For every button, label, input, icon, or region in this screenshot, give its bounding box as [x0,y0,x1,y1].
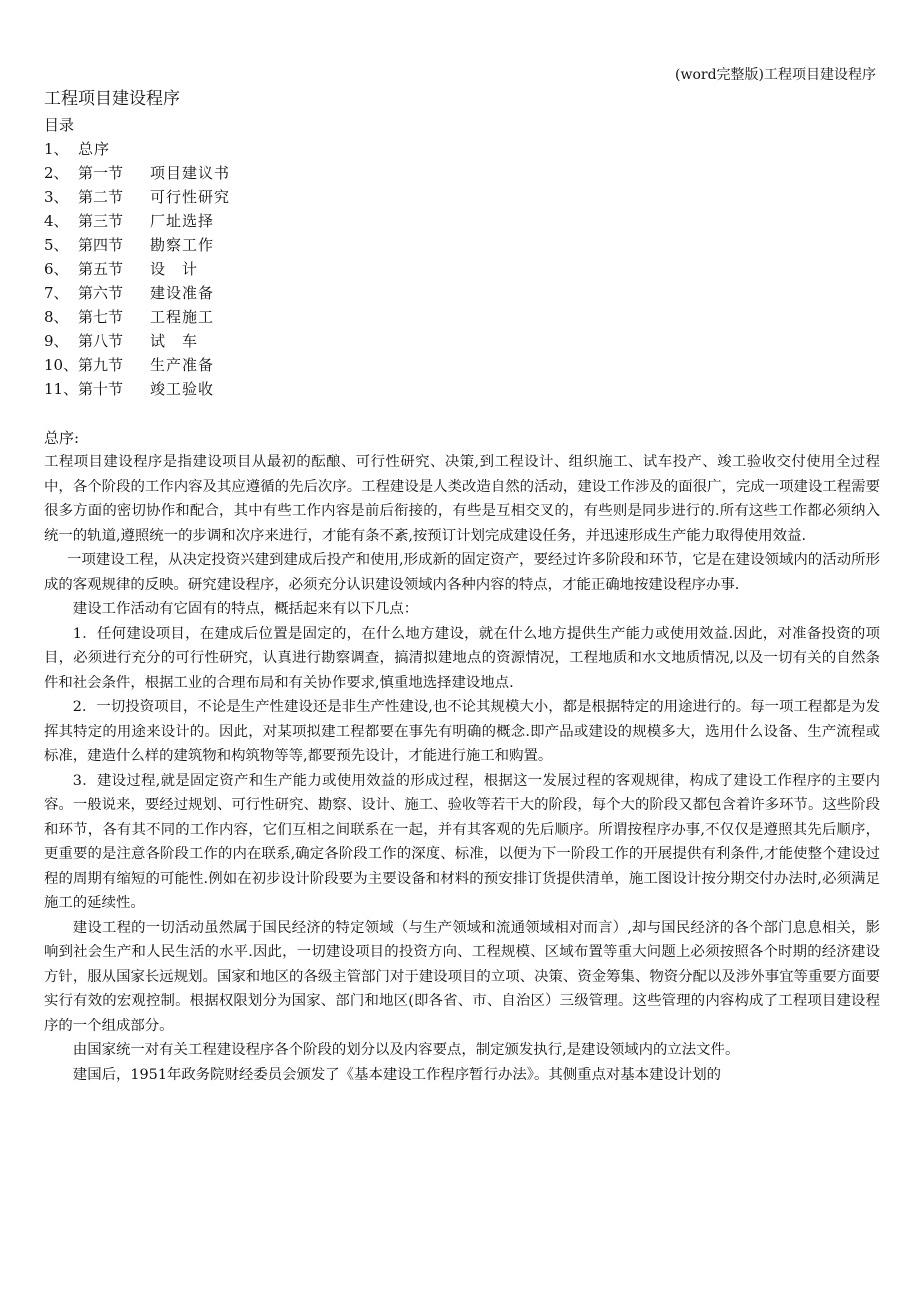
toc-item-number: 1、 [44,140,69,158]
body-paragraph: 1．任何建设项目，在建成后位置是固定的，在什么地方建设，就在什么地方提供生产能力或使用效益.因此，对准备投资的项目，必须进行充分的可行性研究，认真进行勘察调查，搞清拟建地点的资源情况，工程地质和水文地质情况,以及一切有关的自然条件和社会条件，根据工业的合理布局和有关协作要求,慎重地选择建设地点. [44,625,880,691]
toc-item[interactable] [44,209,230,233]
toc-item-number: 2、 [44,164,69,182]
toc-item[interactable] [44,281,230,305]
toc-item-title: 生产准备 [150,356,215,374]
toc-item-title: 项目建议书 [150,164,231,182]
toc-item-section: 第六节 [78,284,124,302]
toc-item-title: 竣工验收 [150,380,215,398]
toc-item-section: 第九节 [78,356,124,374]
toc-item[interactable] [44,233,230,257]
toc-item-title: 建设准备 [150,284,215,302]
toc-item-section: 第四节 [78,236,124,254]
toc-item-section: 第十节 [78,380,124,398]
document-title: 工程项目建设程序 [44,89,180,109]
toc-item[interactable] [44,257,230,281]
toc-item-title: 设 计 [150,260,199,278]
toc-item-title: 工程施工 [150,308,215,326]
toc-item-section: 第三节 [78,212,124,230]
toc-item-title: 可行性研究 [150,188,231,206]
toc-heading: 目录 [44,116,75,134]
toc-item-section: 第七节 [78,308,124,326]
toc-item[interactable] [44,377,230,401]
toc-item-title: 试 车 [150,332,199,350]
toc-item-title: 厂址选择 [150,212,215,230]
toc-item-number: 11、 [44,380,79,398]
table-of-contents [44,113,230,401]
toc-item-section: 第一节 [78,164,124,182]
toc-item-number: 3、 [44,188,69,206]
body-paragraph: 建国后，1951年政务院财经委员会颁发了《基本建设工作程序暂行办法》。其侧重点对基本建设计划的 [72,1066,722,1083]
body-paragraph: 2．一切投资项目，不论是生产性建设还是非生产性建设,也不论其规模大小，都是根据特定的用途进行的。每一项工程都是为发挥其特定的用途来设计的。因此，对某项拟建工程都要在事先有明确的概念.即产品或建设的规模多大，选用什么设备、生产流程或标准，建造什么样的建筑物和构筑物等等,都要预先设计，才能进行施工和购置。 [44,699,880,764]
document-body [44,426,880,1087]
toc-item-number: 7、 [44,284,69,302]
body-paragraph: 建设工作活动有它固有的特点，概括起来有以下几点： [72,601,419,617]
body-paragraph: 3．建设过程,就是固定资产和生产能力或使用效益的形成过程，根据这一发展过程的客观规律，构成了建设工作程序的主要内容。一般说来，要经过规划、可行性研究、勘察、设计、施工、验收等若干大的阶段，每个大的阶段又都包含着许多环节。这些阶段和环节，各有其不同的工作内容，它们互相之间联系在一起，并有其客观的先后顺序。所谓按程序办事,不仅仅是遵照其先后顺序，更重要的是注意各阶段工作的内在联系,确定各阶段工作的深度、标准，以便为下一阶段工作的开展提供有利条件,才能使整个建设过程的周期有缩短的可能性.例如在初步设计阶段要为主要设备和材料的预安排订货提供清单，施工图设计按分期交付办法时,必须满足施工的延续性。 [44,772,880,911]
toc-item[interactable] [44,137,230,161]
toc-item[interactable] [44,329,230,353]
body-paragraph: 建设工程的一切活动虽然属于国民经济的特定领域（与生产领域和流通领域相对而言）,却与国民经济的各个部门息息相关，影响到社会生产和人民生活的水平.因此，一切建设项目的投资方向、工程规模、区域布置等重大问题上必须按照各个时期的经济建设方针，服从国家长远规划。国家和地区的各级主管部门对于建设项目的立项、决策、资金筹集、物资分配以及涉外事宜等重要方面要实行有效的宏观控制。根据权限划分为国家、部门和地区(即各省、市、自治区）三级管理。这些管理的内容构成了工程项目建设程序的一个组成部分。 [44,919,880,1034]
toc-item-section: 第八节 [78,332,124,350]
toc-item-section: 第二节 [78,188,124,206]
page-header: (word完整版)工程项目建设程序 [675,67,876,83]
body-paragraph: 由国家统一对有关工程建设程序各个阶段的划分以及内容要点，制定颁发执行,是建设领域内的立法文件。 [72,1042,740,1058]
toc-item-number: 9、 [44,332,69,350]
body-paragraph: 工程项目建设程序是指建设项目从最初的酝酿、可行性研究、决策,到工程设计、组织施工、试车投产、竣工验收交付使用全过程中，各个阶段的工作内容及其应遵循的先后次序。工程建设是人类改造自然的活动，建设工作涉及的面很广，完成一项建设工程需要很多方面的密切协作和配合，其中有些工作内容是前后衔接的，有些是互相交叉的，有些则是同步进行的.所有这些工作都必须纳入统一的轨道,遵照统一的步调和次序来进行，才能有条不紊,按预订计划完成建设任务，并迅速形成生产能力取得使用效益. [44,454,880,544]
toc-item[interactable] [44,305,230,329]
toc-item-section: 第五节 [78,260,124,278]
toc-item-number: 6、 [44,260,69,278]
toc-item[interactable] [44,161,230,185]
toc-item-number: 8、 [44,308,69,326]
toc-item[interactable] [44,353,230,377]
toc-item-title: 勘察工作 [150,236,215,254]
toc-item[interactable] [44,185,230,209]
toc-item-number: 10、 [44,356,79,374]
toc-item-title: 总序 [78,140,111,158]
toc-item-number: 4、 [44,212,69,230]
section-heading: 总序: [44,429,80,447]
toc-item-number: 5、 [44,236,69,254]
body-paragraph: 一项建设工程，从决定投资兴建到建成后投产和使用,形成新的固定资产，要经过许多阶段和环节，它是在建设领域内的活动所形成的客观规律的反映。研究建设程序，必须充分认识建设领域内各种内容的特点，才能正确地按建设程序办事. [44,552,880,593]
